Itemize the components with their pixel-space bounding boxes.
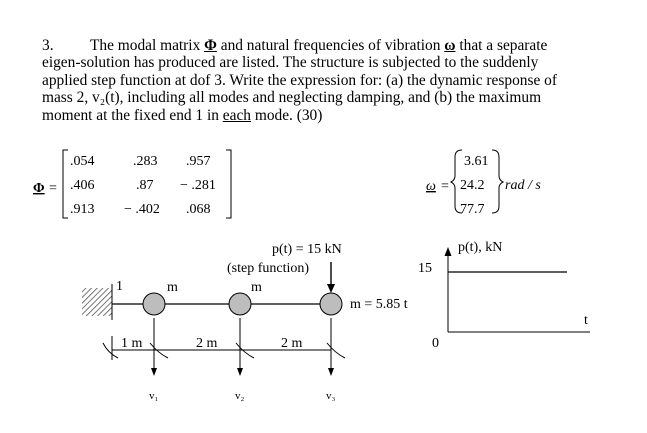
- matrix-cell: .283: [133, 154, 158, 169]
- matrix-equals: =: [49, 181, 57, 196]
- problem-line-1: 3. The modal matrix Φ and natural frequencies of vibration ω that a separate: [42, 37, 548, 54]
- matrix-cell: .406: [70, 178, 95, 193]
- vector-right-brace: [492, 150, 503, 213]
- problem-number: 3.: [42, 37, 54, 54]
- problem-line-3: applied step function at dof 3. Write the expression for: (a) the dynamic response of: [42, 71, 557, 89]
- matrix-left-bracket: [63, 150, 68, 218]
- mass-label: m: [167, 280, 178, 295]
- matrix-cell: .913: [70, 202, 95, 217]
- dof-label: v₁: [149, 390, 159, 402]
- frequency-equals: =: [441, 179, 449, 194]
- dof-label: v₂: [235, 390, 245, 402]
- problem-line-5: moment at the fixed end 1 in each mode. (30): [42, 106, 323, 124]
- span-label: 1 m: [121, 336, 143, 351]
- graph-level-label: 15: [418, 261, 432, 276]
- frequency-unit: rad / s: [505, 178, 541, 193]
- matrix-cell: .068: [186, 202, 211, 217]
- frequency-value: 3.61: [464, 154, 489, 169]
- end-label: 1: [116, 279, 123, 294]
- problem-line-2: eigen-solution has produced are listed. The structure is subjected to the suddenly: [42, 54, 539, 72]
- dof-arrowhead: [237, 368, 243, 376]
- load-arrowhead: [327, 284, 335, 293]
- mass-label: m: [251, 280, 262, 295]
- structure-diagram: [82, 242, 408, 402]
- mass-2: [229, 293, 251, 315]
- phi-symbol: Φ: [204, 37, 217, 54]
- frequency-value: 24.2: [460, 178, 485, 193]
- matrix-cell: .054: [70, 154, 95, 169]
- graph-ylabel: p(t), kN: [458, 240, 503, 255]
- matrix-cell: − .281: [180, 178, 216, 193]
- problem-line-4: mass 2, v₂(t), including all modes and neglecting damping, and (b) the maximum: [42, 89, 542, 107]
- phi-label: Φ: [33, 181, 45, 196]
- y-axis-arrowhead: [445, 247, 452, 256]
- span-label: 2 m: [281, 336, 303, 351]
- dof-arrowhead: [328, 368, 334, 376]
- omega-symbol: ω: [444, 37, 456, 54]
- fixed-support: [82, 288, 112, 316]
- load-note: (step function): [227, 261, 310, 276]
- graph-xlabel: t: [584, 313, 588, 328]
- mass-3: [320, 293, 342, 315]
- modal-matrix: [33, 150, 231, 218]
- load-label: p(t) = 15 kN: [272, 242, 342, 257]
- omega-label: ω: [426, 179, 436, 194]
- matrix-right-bracket: [226, 150, 231, 218]
- frequency-value: 77.7: [460, 202, 485, 217]
- load-graph: [418, 240, 590, 351]
- matrix-cell: .957: [186, 154, 211, 169]
- mass-1: [143, 293, 165, 315]
- mass-value: m = 5.85 t: [350, 297, 408, 312]
- dof-label: v₃: [326, 390, 336, 402]
- span-label: 2 m: [196, 336, 218, 351]
- matrix-cell: .87: [136, 178, 154, 193]
- matrix-cell: − .402: [124, 202, 160, 217]
- frequency-vector: [426, 150, 541, 217]
- graph-origin-label: 0: [432, 336, 439, 351]
- dof-arrowhead: [151, 368, 157, 376]
